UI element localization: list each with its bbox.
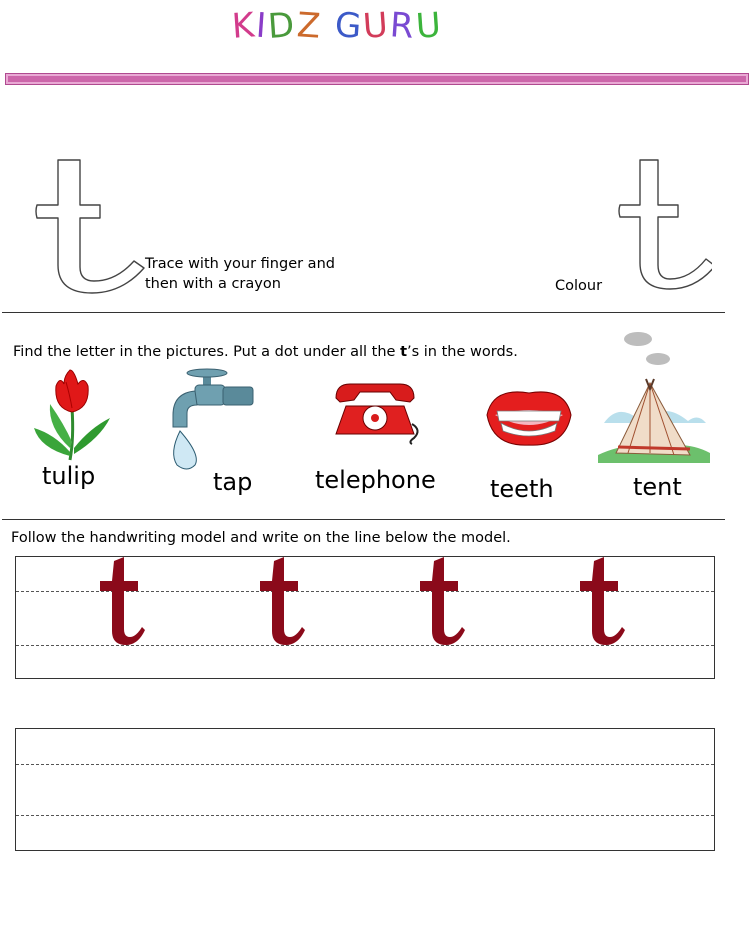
logo-kidz-guru xyxy=(232,6,442,46)
trace-instruction-line2: then with a crayon xyxy=(145,276,281,292)
logo-letter: G xyxy=(333,5,365,47)
logo-letter: U xyxy=(361,5,392,47)
practice-dashed-top-line xyxy=(16,764,714,765)
model-letter-t-2 xyxy=(258,557,306,647)
logo-letter: D xyxy=(266,5,298,47)
teeth-picture xyxy=(483,385,575,455)
logo-letter: U xyxy=(414,5,444,47)
outline-letter-t-colour[interactable] xyxy=(612,155,712,295)
word-teeth: teeth xyxy=(490,475,554,503)
outline-letter-t-trace xyxy=(30,155,155,300)
find-instruction: Find the letter in the pictures. Put a dot under all the t’s in the words. xyxy=(13,344,518,360)
tent-picture xyxy=(598,323,710,468)
practice-dashed-mid-line xyxy=(16,815,714,816)
tulip-picture xyxy=(30,368,115,463)
logo-letter: Z xyxy=(295,5,324,47)
word-tulip: tulip xyxy=(42,462,96,490)
trace-instruction-line1: Trace with your finger and xyxy=(145,256,335,272)
section-divider-1 xyxy=(2,312,725,313)
handwriting-model-box xyxy=(15,556,715,679)
model-letter-t-1 xyxy=(98,557,146,647)
word-telephone: telephone xyxy=(315,466,436,494)
tap-picture xyxy=(165,365,260,477)
logo-letter: K xyxy=(230,5,258,47)
word-tent: tent xyxy=(633,473,682,501)
telephone-picture xyxy=(330,380,422,446)
logo-letter: I xyxy=(254,5,270,47)
handwriting-practice-box[interactable] xyxy=(15,728,715,851)
section-divider-2 xyxy=(2,519,725,520)
logo-letter: R xyxy=(388,5,417,47)
model-letter-t-3 xyxy=(418,557,466,647)
word-tap: tap xyxy=(213,468,253,496)
model-letter-t-4 xyxy=(578,557,626,647)
handwriting-instruction: Follow the handwriting model and write on the line below the model. xyxy=(11,530,511,546)
colour-label: Colour xyxy=(555,278,603,294)
header-divider-bar xyxy=(5,73,749,85)
